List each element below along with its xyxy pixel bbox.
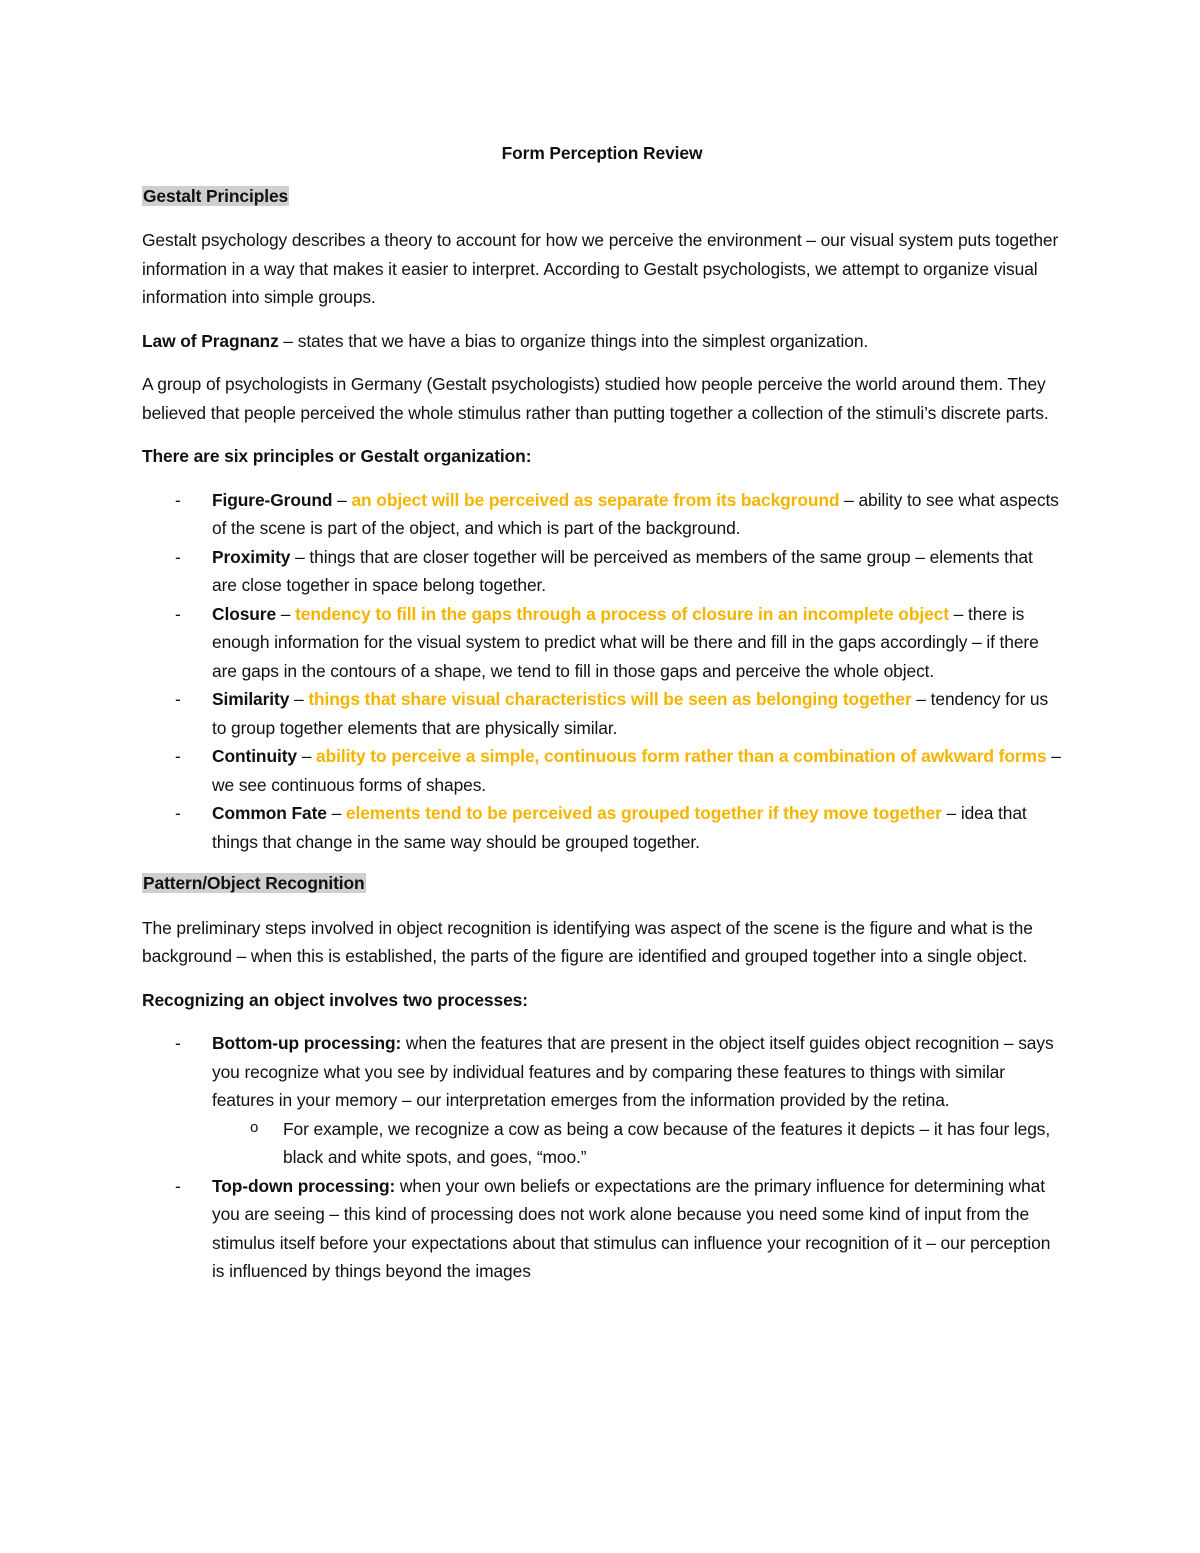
law-of-pragnanz-paragraph: [142, 327, 1062, 356]
principle-term: Common Fate: [212, 803, 327, 823]
principles-list: [142, 486, 1062, 857]
principle-term: Continuity: [212, 746, 297, 766]
principle-figure-ground: [142, 486, 1062, 543]
bottom-up-example: o For example, we recognize a cow as being a cow because of the features it depicts – it has four legs, black and white spots, and goes, “moo.”: [212, 1115, 1062, 1172]
recognition-intro-paragraph: The preliminary steps involved in object recognition is identifying was aspect of the scene is the figure and what is the background – when this is established, the parts of the figure are identified and grouped together into a single object.: [142, 917, 1033, 966]
principle-term: Closure: [212, 603, 277, 624]
process-top-down: [142, 1172, 1062, 1286]
principle-similarity: [142, 685, 1062, 742]
principle-closure: [142, 600, 1062, 686]
section-heading-gestalt-text: Gestalt Principles: [143, 185, 289, 206]
principle-term: Figure-Ground: [212, 489, 333, 510]
principle-description: – idea that things that change in the same way should be grouped together.: [212, 803, 1027, 852]
process-bottom-up: [142, 1029, 1062, 1172]
principle-separator: –: [289, 689, 309, 709]
process-description: when your own beliefs or expectations are the primary influence for determining what you are seeing – this kind of processing does not work alone because you need some kind of input from the stimulus itself before your expectations about that stimulus can influence your recognition of it – our perception is influenced by things beyond the images: [212, 1175, 1051, 1281]
principle-separator: –: [290, 546, 310, 567]
processes-list: [142, 1029, 1062, 1286]
law-term: Law of Pragnanz: [142, 330, 279, 351]
gestalt-history-paragraph: A group of psychologists in Germany (Gestalt psychologists) studied how people perceive the world around them. They believed that people perceived the whole stimulus rather than putting together a collection of the stimuli’s discrete parts.: [142, 374, 1049, 423]
processes-heading: Recognizing an object involves two processes:: [142, 989, 528, 1010]
law-text: – states that we have a bias to organize things into the simplest organization.: [278, 330, 869, 351]
principle-separator: –: [326, 803, 346, 823]
process-description: when the features that are present in the object itself guides object recognition – says you recognize what you see by individual features and by comparing these features to things with similar features in your memory – our interpretation emerges from the information provided by the retina.: [212, 1033, 1054, 1110]
document-body: [142, 139, 1062, 1299]
principle-common-fate: [142, 799, 1062, 856]
principle-description: – ability to see what aspects of the scene is part of the object, and which is part of the background.: [212, 489, 1059, 538]
document-title: Form Perception Review: [501, 143, 703, 163]
principle-highlight: things that share visual characteristics will be seen as belonging together: [308, 689, 912, 709]
principle-description: – there is enough information for the visual system to predict what will be there and fill in the gaps accordingly – if there are gaps in the contours of a shape, we tend to fill in those gaps and perceive the whole object.: [212, 603, 1039, 681]
process-term: Bottom-up processing:: [212, 1033, 402, 1053]
principle-term: Similarity: [212, 689, 290, 709]
principle-highlight: an object will be perceived as separate from its background: [351, 489, 840, 510]
process-term: Top-down processing:: [212, 1175, 396, 1196]
section-heading-gestalt: [142, 182, 1062, 211]
principle-description: – we see continuous forms of shapes.: [212, 746, 1061, 795]
principle-highlight: ability to perceive a simple, continuous form rather than a combination of awkward forms: [316, 746, 1047, 766]
principle-separator: –: [296, 746, 317, 766]
principles-heading: There are six principles or Gestalt organization:: [142, 446, 532, 466]
principle-term: Proximity: [212, 546, 291, 567]
principle-separator: –: [332, 489, 352, 510]
section-heading-recognition-text: Pattern/Object Recognition: [143, 873, 365, 893]
principle-highlight: tendency to fill in the gaps through a process of closure in an incomplete object: [295, 603, 949, 624]
principle-separator: –: [276, 603, 296, 624]
principle-description: – tendency for us to group together elements that are physically similar.: [212, 689, 1049, 738]
principle-proximity: [142, 543, 1062, 600]
principle-description: things that are closer together will be perceived as members of the same group – elements that are close together in space belong together.: [212, 546, 1033, 595]
gestalt-intro-paragraph: Gestalt psychology describes a theory to account for how we perceive the environment – our visual system puts together information in a way that makes it easier to interpret. According to Gestalt psychologists, we attempt to organize visual information into simple groups.: [142, 230, 1059, 307]
principle-continuity: [142, 742, 1062, 799]
section-heading-recognition: [142, 869, 1062, 898]
principle-highlight: elements tend to be perceived as grouped together if they move together: [345, 803, 942, 823]
bottom-up-examples: [212, 1115, 1062, 1172]
